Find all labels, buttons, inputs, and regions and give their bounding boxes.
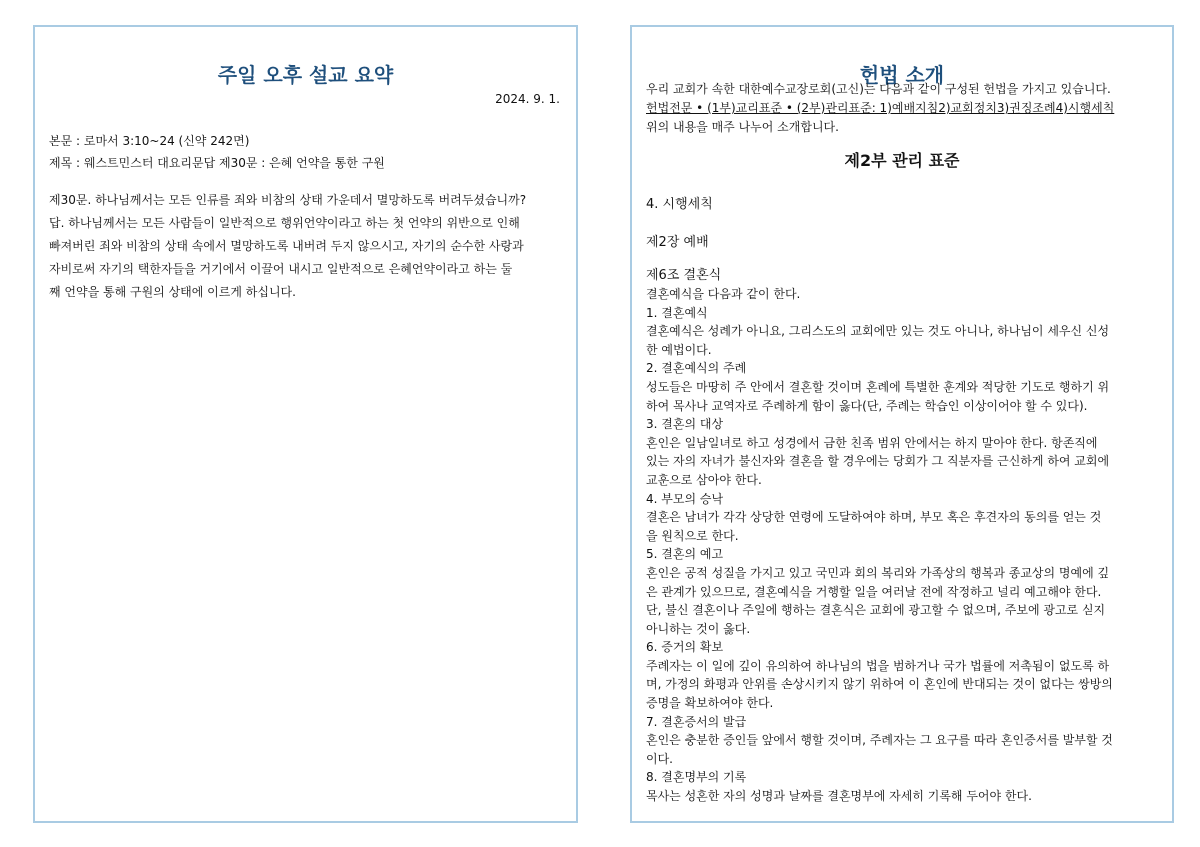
article-line: 목사는 성혼한 자의 성명과 날짜를 결혼명부에 자세히 기록해 두어야 한다. — [646, 789, 1032, 804]
article-line: 혼인은 공적 성질을 가지고 있고 국민과 회의 복리와 가족상의 행복과 종교상의 명예에 깊 — [646, 565, 1110, 580]
section-heading: 4. 시행세칙 — [646, 197, 713, 212]
article-body — [646, 285, 1166, 806]
article-line: 4. 부모의 승낙 — [646, 491, 724, 506]
sermon-body: 제30문. 하나님께서는 모든 인류를 죄와 비참의 상태 가운데서 멸망하도록 버려두셨습니까? 답. 하나님께서는 모든 사람들이 일반적으로 행위언약이라고 하는 첫 언약의 위반으로 인해 빠져버린 죄와 비참의 상태 속에서 멸망하도록 내버려 두지 않으시고, 자기의 순수한 사랑과 자비로써 자기의 택한자들을 거기에서 이끌어 내시고 일반적으로 은혜언약이라고 하는 둘 째 언약을 통해 구원의 상태에 이르게 하십니다. — [49, 193, 527, 299]
constitution-title-heading: 헌법 소개 — [859, 63, 945, 87]
article-line: 결혼예식을 다음과 같이 한다. — [646, 287, 801, 301]
article-line: 은 관계가 있으므로, 결혼예식을 거행할 일을 여러날 전에 작정하고 널리 예고해야 한다. — [646, 584, 1102, 599]
article-line: 교훈으로 삼아야 한다. — [646, 472, 762, 487]
article-line: 아니하는 것이 옳다. — [646, 621, 751, 636]
article-line: 3. 결혼의 대상 — [646, 417, 724, 432]
article-line: 증명을 확보하여야 한다. — [646, 696, 774, 711]
article-line: 하여 목사나 교역자로 주례하게 함이 옳다(단, 주례는 학습인 이상이어야 할 수 있다). — [646, 398, 1088, 413]
article-line: 결혼은 남녀가 각각 상당한 연령에 도달하여야 하며, 부모 혹은 후견자의 동의를 얻는 것 — [646, 510, 1102, 525]
article-line: 주례자는 이 일에 깊이 유의하여 하나님의 법을 범하거나 국가 법률에 저촉됨이 없도록 하 — [646, 658, 1110, 673]
scripture-reference: 본문 : 로마서 3:10~24 (신약 242면) — [49, 134, 250, 148]
article-line: 6. 증거의 확보 — [646, 640, 724, 655]
sermon-summary-panel — [33, 25, 578, 823]
article-line: 1. 결혼예식 — [646, 305, 708, 320]
article-line: 있는 자의 자녀가 불신자와 결혼을 할 경우에는 당회가 그 직분자를 근신하게 하여 교회에 — [646, 454, 1110, 469]
intro-line-1: 우리 교회가 속한 대한예수교장로회(고신)는 다음과 같이 구성된 헌법을 가지고 있습니다. — [646, 82, 1111, 96]
article-line: 8. 결혼명부의 기록 — [646, 770, 747, 785]
article-line: 2. 결혼예식의 주례 — [646, 361, 747, 376]
article-line: 며, 가정의 화평과 안위를 손상시키지 않기 위하여 이 혼인에 반대되는 것이 없다는 쌍방의 — [646, 677, 1113, 692]
article-line: 단, 불신 결혼이나 주일에 행하는 결혼식은 교회에 광고할 수 없으며, 주보에 광고로 싣지 — [646, 603, 1106, 618]
article-line: 이다. — [646, 751, 673, 766]
article-line: 7. 결혼증서의 발급 — [646, 714, 747, 729]
sermon-title-heading: 주일 오후 설교 요약 — [217, 63, 394, 87]
intro-line-3: 위의 내용을 매주 나누어 소개합니다. — [646, 120, 839, 134]
article-line: 혼인은 충분한 증인들 앞에서 행할 것이며, 주례자는 그 요구를 따라 혼인증서를 발부할 것 — [646, 733, 1113, 748]
sermon-date: 2024. 9. 1. — [495, 92, 560, 106]
sermon-subject: 제목 : 웨스트민스터 대요리문답 제30문 : 은혜 언약을 통한 구원 — [49, 156, 385, 170]
article-line: 성도들은 마땅히 주 안에서 결혼할 것이며 혼례에 특별한 훈계와 적당한 기도로 행하기 위 — [646, 379, 1110, 394]
part-title: 제2부 관리 표준 — [844, 151, 960, 170]
constitution-intro-panel — [630, 25, 1174, 823]
article-line: 을 원칙으로 한다. — [646, 528, 739, 543]
intro-line-2: 헌법전문 • (1부)교리표준 • (2부)관리표준: 1)예배지침2)교회정치3)권징조례4)시행세칙 — [646, 101, 1115, 115]
article-line: 5. 결혼의 예고 — [646, 547, 724, 562]
chapter-heading: 제2장 예배 — [646, 235, 709, 250]
article-line: 결혼예식은 성례가 아니요, 그리스도의 교회에만 있는 것도 아니나, 하나님이 세우신 신성 — [646, 324, 1110, 339]
article-line: 혼인은 일남일녀로 하고 성경에서 금한 친족 범위 안에서는 하지 말아야 한다. 항존직에 — [646, 435, 1098, 450]
article-heading: 제6조 결혼식 — [646, 268, 722, 283]
article-line: 한 예법이다. — [646, 342, 712, 357]
